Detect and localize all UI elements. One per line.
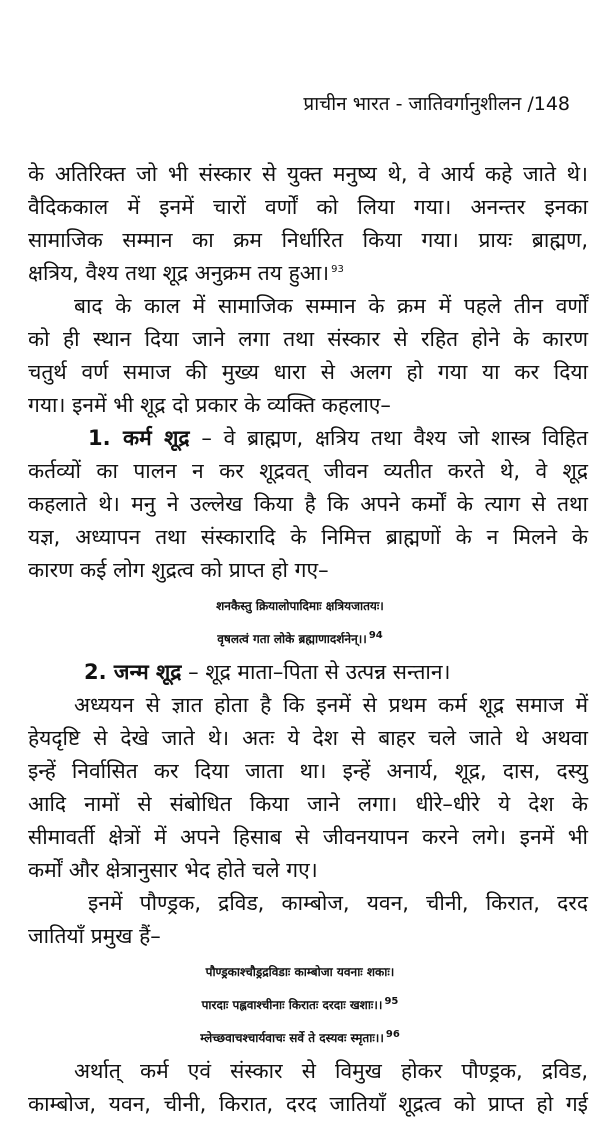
text-line: अर्थात् कर्म एवं संस्कार से विमुख होकर पौण्ड्रक, द्रविड, [74,1059,588,1083]
footnote-marker: 94 [368,630,383,641]
verse-text: पारदाः पह्लवाश्चीनाः किरातः दरदाः खशाः।। [201,998,383,1012]
verse-text: म्लेच्छवाचश्चार्यवाचः सर्वे ते दस्यवः स्मृताः।। [200,1031,384,1045]
text-line: कहलाते थे। मनु ने उल्लेख किया है कि अपने कर्मों के त्याग से तथा [28,492,588,516]
text-line: इनमें पौण्ड्रक, द्रविड, काम्बोज, यवन, चीनी, किरात, दरद [88,891,588,915]
line-text: क्षत्रिय, वैश्य तथा शूद्र अनुक्रम तय हुआ। [28,261,330,285]
text-line: चतुर्थ वर्ण समाज की मुख्य धारा से अलग हो गया या कर दिया [28,360,588,384]
verse-line: पौण्ड्रकाश्चौड्रद्रविडाः काम्बोजा यवनाः शकाः। [205,965,395,979]
text-line: कर्तव्यों का पालन न कर शूद्रवत् जीवन व्यतीत करते थे, वे शूद्र [28,459,588,483]
footnote-marker: 96 [385,1029,400,1040]
text-line: वैदिककाल में इनमें चारों वर्णों को लिया गया। अनन्तर इनका [28,195,588,219]
text-line: जातियाँ प्रमुख हैं– [28,924,161,948]
text-line: इन्हें निर्वासित कर दिया जाता था। इन्हें अनार्य, शूद्र, दास, दस्यु [28,759,588,783]
line-text: – शूद्र माता–पिता से उत्पन्न सन्तान। [181,660,451,684]
footnote-marker: 93 [331,264,344,275]
text-line: कारण कई लोग शुद्रत्व को प्राप्त हो गए– [28,558,329,582]
text-line: कर्मों और क्षेत्रानुसार भेद होते चले गए। [28,858,318,882]
text-line: यज्ञ, अध्यापन तथा संस्कारादि के निमित्त ब्राह्मणों के न मिलने के [28,525,588,549]
verse-line [0,991,600,1019]
verse-line [0,1024,600,1052]
text-line: हेयदृष्टि से देखे जाते थे। अतः ये देश से बाहर चले जाते थे अथवा [28,726,588,750]
text-line: के अतिरिक्त जो भी संस्कार से युक्त मनुष्य थे, वे आर्य कहे जाते थे। [28,162,588,186]
text-line: बाद के काल में सामाजिक सम्मान के क्रम में पहले तीन वर्णों [74,294,588,318]
text-line: अध्ययन से ज्ञात होता है कि इनमें से प्रथम कर्म शूद्र समाज में [74,693,588,717]
line-text: – वे ब्राह्मण, क्षत्रिय तथा वैश्य जो शास्त्र विहित [189,426,588,450]
heading-janma-shudra: 2. जन्म शूद्र [84,660,182,684]
text-line [28,259,344,287]
footnote-marker: 95 [384,996,399,1007]
verse-line [0,625,600,653]
text-line: आदि नामों से संबोधित किया जाने लगा। धीरे–धीरे ये देश के [28,792,588,816]
text-line: सामाजिक सम्मान का क्रम निर्धारित किया गया। प्रायः ब्राह्मण, [28,228,588,252]
text-line: गया। इनमें भी शूद्र दो प्रकार के व्यक्ति कहलाए– [28,393,391,417]
verse-text: वृषलत्वं गता लोके ब्रह्माणादर्शनेन्।। [217,632,367,646]
text-line [88,424,588,452]
heading-karma-shudra: 1. कर्म शूद्र [88,426,190,450]
text-line: काम्बोज, यवन, चीनी, किरात, दरद जातियाँ शूद्रत्व को प्राप्त हो गई [28,1092,588,1116]
running-header: प्राचीन भारत - जातिवर्गानुशीलन /148 [303,93,570,115]
verse-line: शनकैस्तु क्रियालोपादिमाः क्षत्रियजातयः। [216,599,384,613]
text-line: सीमावर्ती क्षेत्रों में अपने हिसाब से जीवनयापन करने लगे। इनमें भी [28,825,588,849]
text-line [84,658,450,686]
text-line: को ही स्थान दिया जाने लगा तथा संस्कार से रहित होने के कारण [28,327,588,351]
